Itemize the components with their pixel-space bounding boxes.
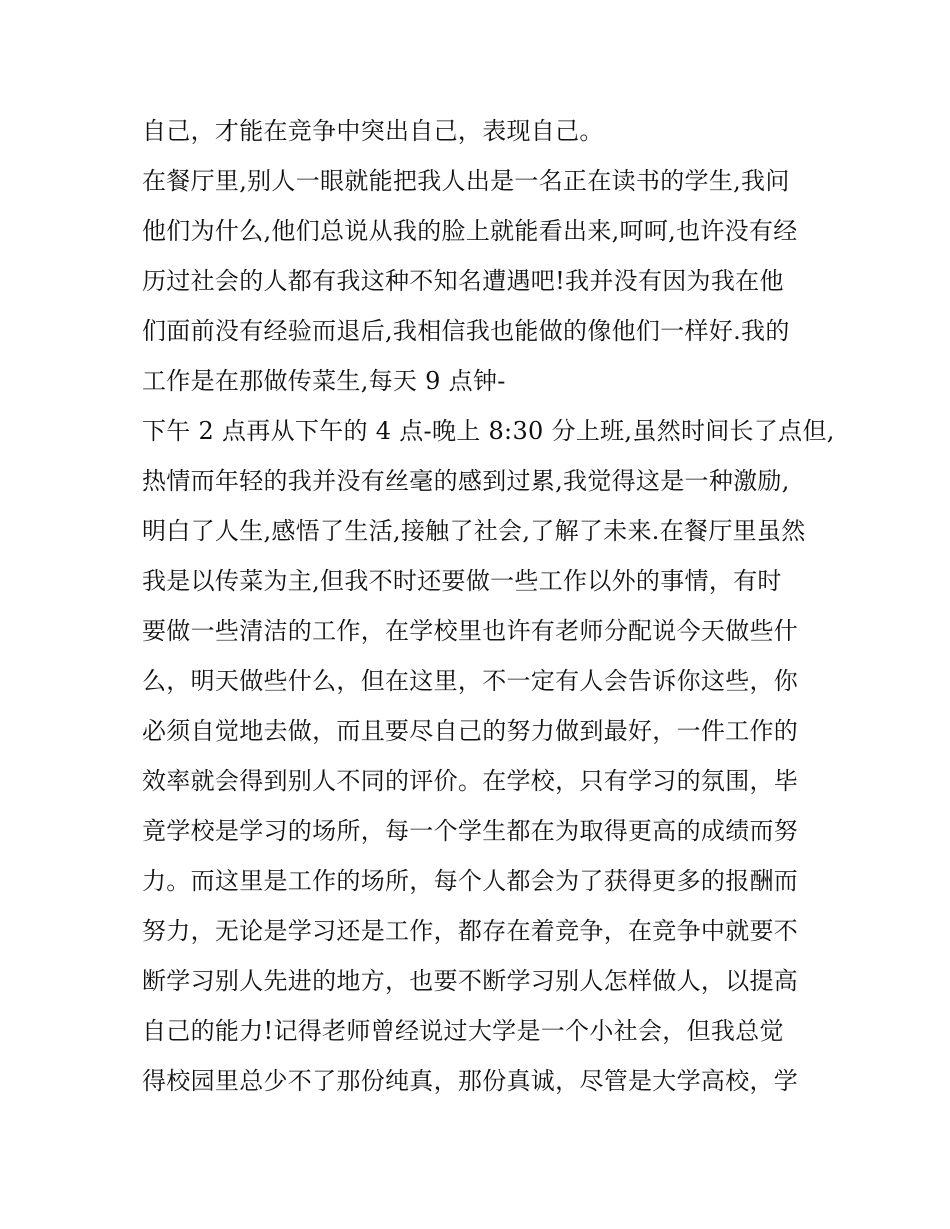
text-line: 力。而这里是工作的场所，每个人都会为了获得更多的报酬而 xyxy=(142,867,799,895)
text-line: 们面前没有经验而退后,我相信我也能做的像他们一样好.我的 xyxy=(142,317,790,345)
text-line: 断学习别人先进的地方，也要不断学习别人怎样做人，以提高 xyxy=(142,967,799,995)
text-line: 努力，无论是学习还是工作，都存在着竞争，在竞争中就要不 xyxy=(142,917,799,945)
text-line: 热情而年轻的我并没有丝毫的感到过累,我觉得这是一种激励, xyxy=(142,467,790,495)
text-line: 在餐厅里,别人一眼就能把我人出是一名正在读书的学生,我问 xyxy=(142,167,790,195)
text-line: 下午 2 点再从下午的 4 点-晚上 8:30 分上班,虽然时间长了点但, xyxy=(142,417,835,445)
text-line: 效率就会得到别人不同的评价。在学校，只有学习的氛围，毕 xyxy=(142,767,799,795)
text-line: 他们为什么,他们总说从我的脸上就能看出来,呵呵,也许没有经 xyxy=(142,217,798,245)
text-line: 我是以传菜为主,但我不时还要做一些工作以外的事情，有时 xyxy=(142,567,782,595)
text-line: 自己的能力!记得老师曾经说过大学是一个小社会，但我总觉 xyxy=(142,1017,784,1045)
body-text xyxy=(142,106,835,1106)
text-line: 明白了人生,感悟了生活,接触了社会,了解了未来.在餐厅里虽然 xyxy=(142,517,806,545)
text-line: 历过社会的人都有我这种不知名遭遇吧!我并没有因为我在他 xyxy=(142,267,784,295)
text-line: 要做一些清洁的工作，在学校里也许有老师分配说今天做些什 xyxy=(142,617,799,645)
text-line: 自己，才能在竞争中突出自己，表现自己。 xyxy=(142,117,604,145)
text-line: 么，明天做些什么，但在这里，不一定有人会告诉你这些，你 xyxy=(142,667,799,695)
text-line: 工作是在那做传菜生,每天 9 点钟- xyxy=(142,367,506,395)
text-line: 必须自觉地去做，而且要尽自己的努力做到最好，一件工作的 xyxy=(142,717,799,745)
text-line: 得校园里总少不了那份纯真，那份真诚，尽管是大学高校，学 xyxy=(142,1067,799,1095)
text-line: 竟学校是学习的场所，每一个学生都在为取得更高的成绩而努 xyxy=(142,817,799,845)
